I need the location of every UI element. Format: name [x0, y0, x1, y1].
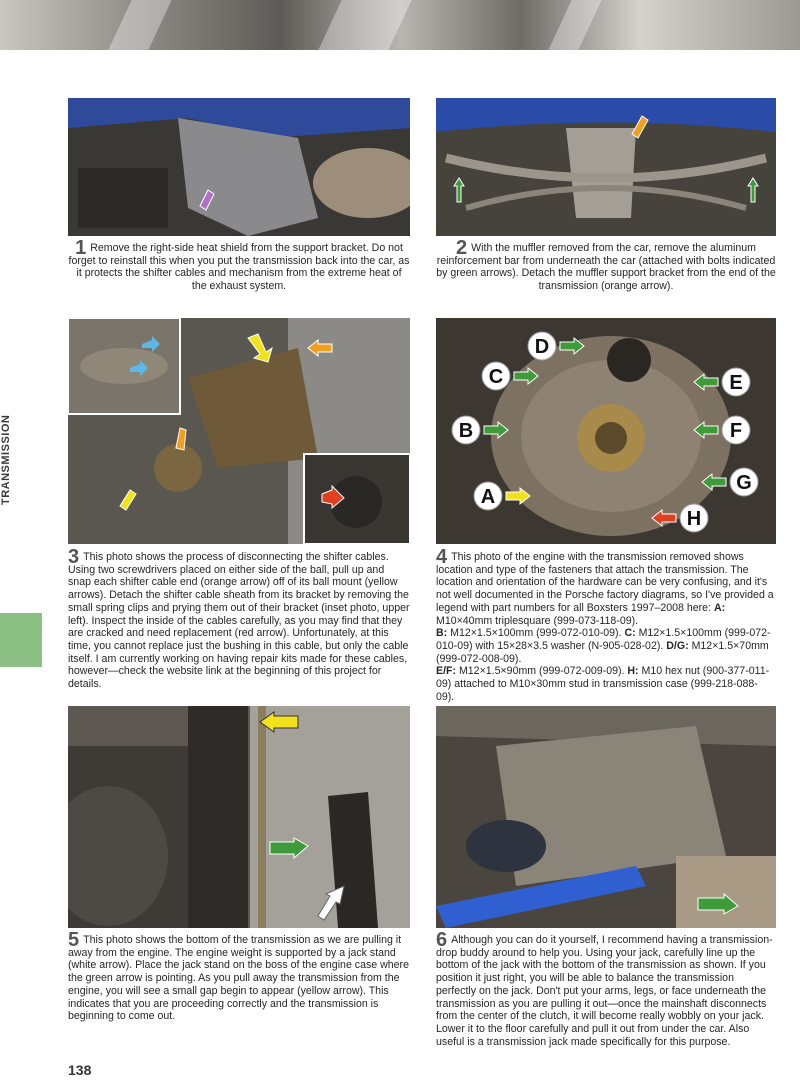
step-number: 1	[75, 237, 87, 259]
svg-text:B: B	[458, 420, 474, 442]
photo-step-3	[68, 318, 410, 544]
legend-key: E/F:	[436, 665, 457, 678]
photo-step-5	[68, 706, 410, 928]
photo-step-4	[436, 318, 776, 544]
section-tab-label: TRANSMISSION	[0, 414, 12, 505]
legend-text: M12×1.5×90mm (999-072-009-09).	[458, 665, 625, 678]
legend-text: M12×1.5×70mm (999-072-008-09).	[436, 639, 769, 665]
caption-step-3	[68, 546, 410, 691]
caption-step-6	[436, 929, 776, 1048]
caption-text: This photo of the engine with the transmission removed shows location and type of the fasteners that attach the transmission. The location and orientation of the hardware can be very confusing, and it's not well documented in the Porsche factory diagrams, so I've provided a legend with part numbers for all Boxsters 1997–2008 here:	[436, 551, 774, 614]
header-banner-photo	[0, 0, 800, 50]
step-number: 2	[456, 237, 468, 259]
svg-text:F: F	[729, 420, 743, 442]
legend-key: D/G:	[666, 639, 689, 652]
step-number: 5	[68, 929, 80, 951]
legend-key: C:	[624, 627, 636, 640]
svg-text:G: G	[736, 472, 752, 494]
legend-key: H:	[627, 665, 639, 678]
legend-key: B:	[436, 627, 448, 640]
step-number: 4	[436, 546, 448, 568]
legend-text: M12×1.5×100mm (999-072-010-09) with 15×28×3.5 washer (N-905-028-02).	[436, 627, 771, 652]
caption-text: Remove the right-side heat shield from the support bracket. Do not forget to reinstall this when you put the transmission back into the car, as it protects the shifter cables and mechanism from the extreme heat of the exhaust system.	[68, 242, 410, 293]
caption-text: This photo shows the bottom of the transmission as we are pulling it away from the engine. The engine weight is supported by a jack stand (white arrow). Place the jack stand on the boss of the engine case where the green arrow is pointing. As you pull away the transmission from the engine, you will see a small gap begin to appear (yellow arrow). This indicates that you are proceeding correctly and the transmission is beginning to come out.	[68, 934, 409, 1023]
caption-text: Although you can do it yourself, I recommend having a transmission-drop buddy around to help you. Using your jack, carefully line up the bottom of the jack with the bottom of the transmission as shown. If you position it just right, you will be able to balance the transmission perfectly on the jack. Don't put your arms, legs, or face underneath the transmission as you are pulling it out—once the mainshaft disconnects from the center of the clutch, it will become really wobbly on your jack. Lower it to the floor carefully and pull it out from under the car. Also useful is a transmission jack made specifically for this purpose.	[436, 934, 773, 1048]
legend-text: M10×40mm triplesquare (999-073-118-09).	[436, 614, 639, 627]
svg-text:H: H	[686, 508, 702, 530]
caption-text: This photo shows the process of disconnecting the shifter cables. Using two screwdrivers placed on either side of the ball, pull up and snap each shifter cable end (orange arrow) off of its ball mount (yellow arrows). Detach the shifter cable sheath from its bracket by removing the small spring clips and prying them out of their bracket (inset photo, upper left). Inspect the inside of the cables carefully, as you may find that they are cracked and need replacement (red arrow). Unfortunately, at this time, you cannot replace just the bushing in this cable, but only the cable itself. I am currently working on having repair kits made for these cables, however—check the website link at the beginning of this project for details.	[68, 551, 410, 691]
step-number: 6	[436, 929, 448, 951]
photo-step-6	[436, 706, 776, 928]
photo-step-1	[68, 98, 410, 236]
caption-text: With the muffler removed from the car, remove the aluminum reinforcement bar from underneath the car (attached with bolts indicated by green arrows). Detach the muffler support bracket from the end of the transmission (orange arrow).	[436, 242, 776, 293]
svg-text:E: E	[729, 372, 743, 394]
svg-text:A: A	[480, 486, 496, 508]
caption-step-5	[68, 929, 410, 1023]
caption-step-2	[436, 237, 776, 293]
photo-step-2	[436, 98, 776, 236]
legend-text: M10 hex nut (900-377-011-09) attached to M10×30mm stud in transmission case (999-218-088-09).	[436, 665, 770, 703]
section-tab-marker	[0, 613, 42, 667]
legend-key: A:	[713, 601, 726, 614]
caption-step-1	[68, 237, 410, 293]
svg-text:C: C	[488, 366, 504, 388]
legend-text: M12×1.5×100mm (999-072-010-09).	[450, 627, 622, 640]
svg-text:D: D	[534, 336, 550, 358]
page-number: 138	[68, 1062, 92, 1078]
step-number: 3	[68, 546, 80, 568]
caption-step-4	[436, 546, 776, 703]
